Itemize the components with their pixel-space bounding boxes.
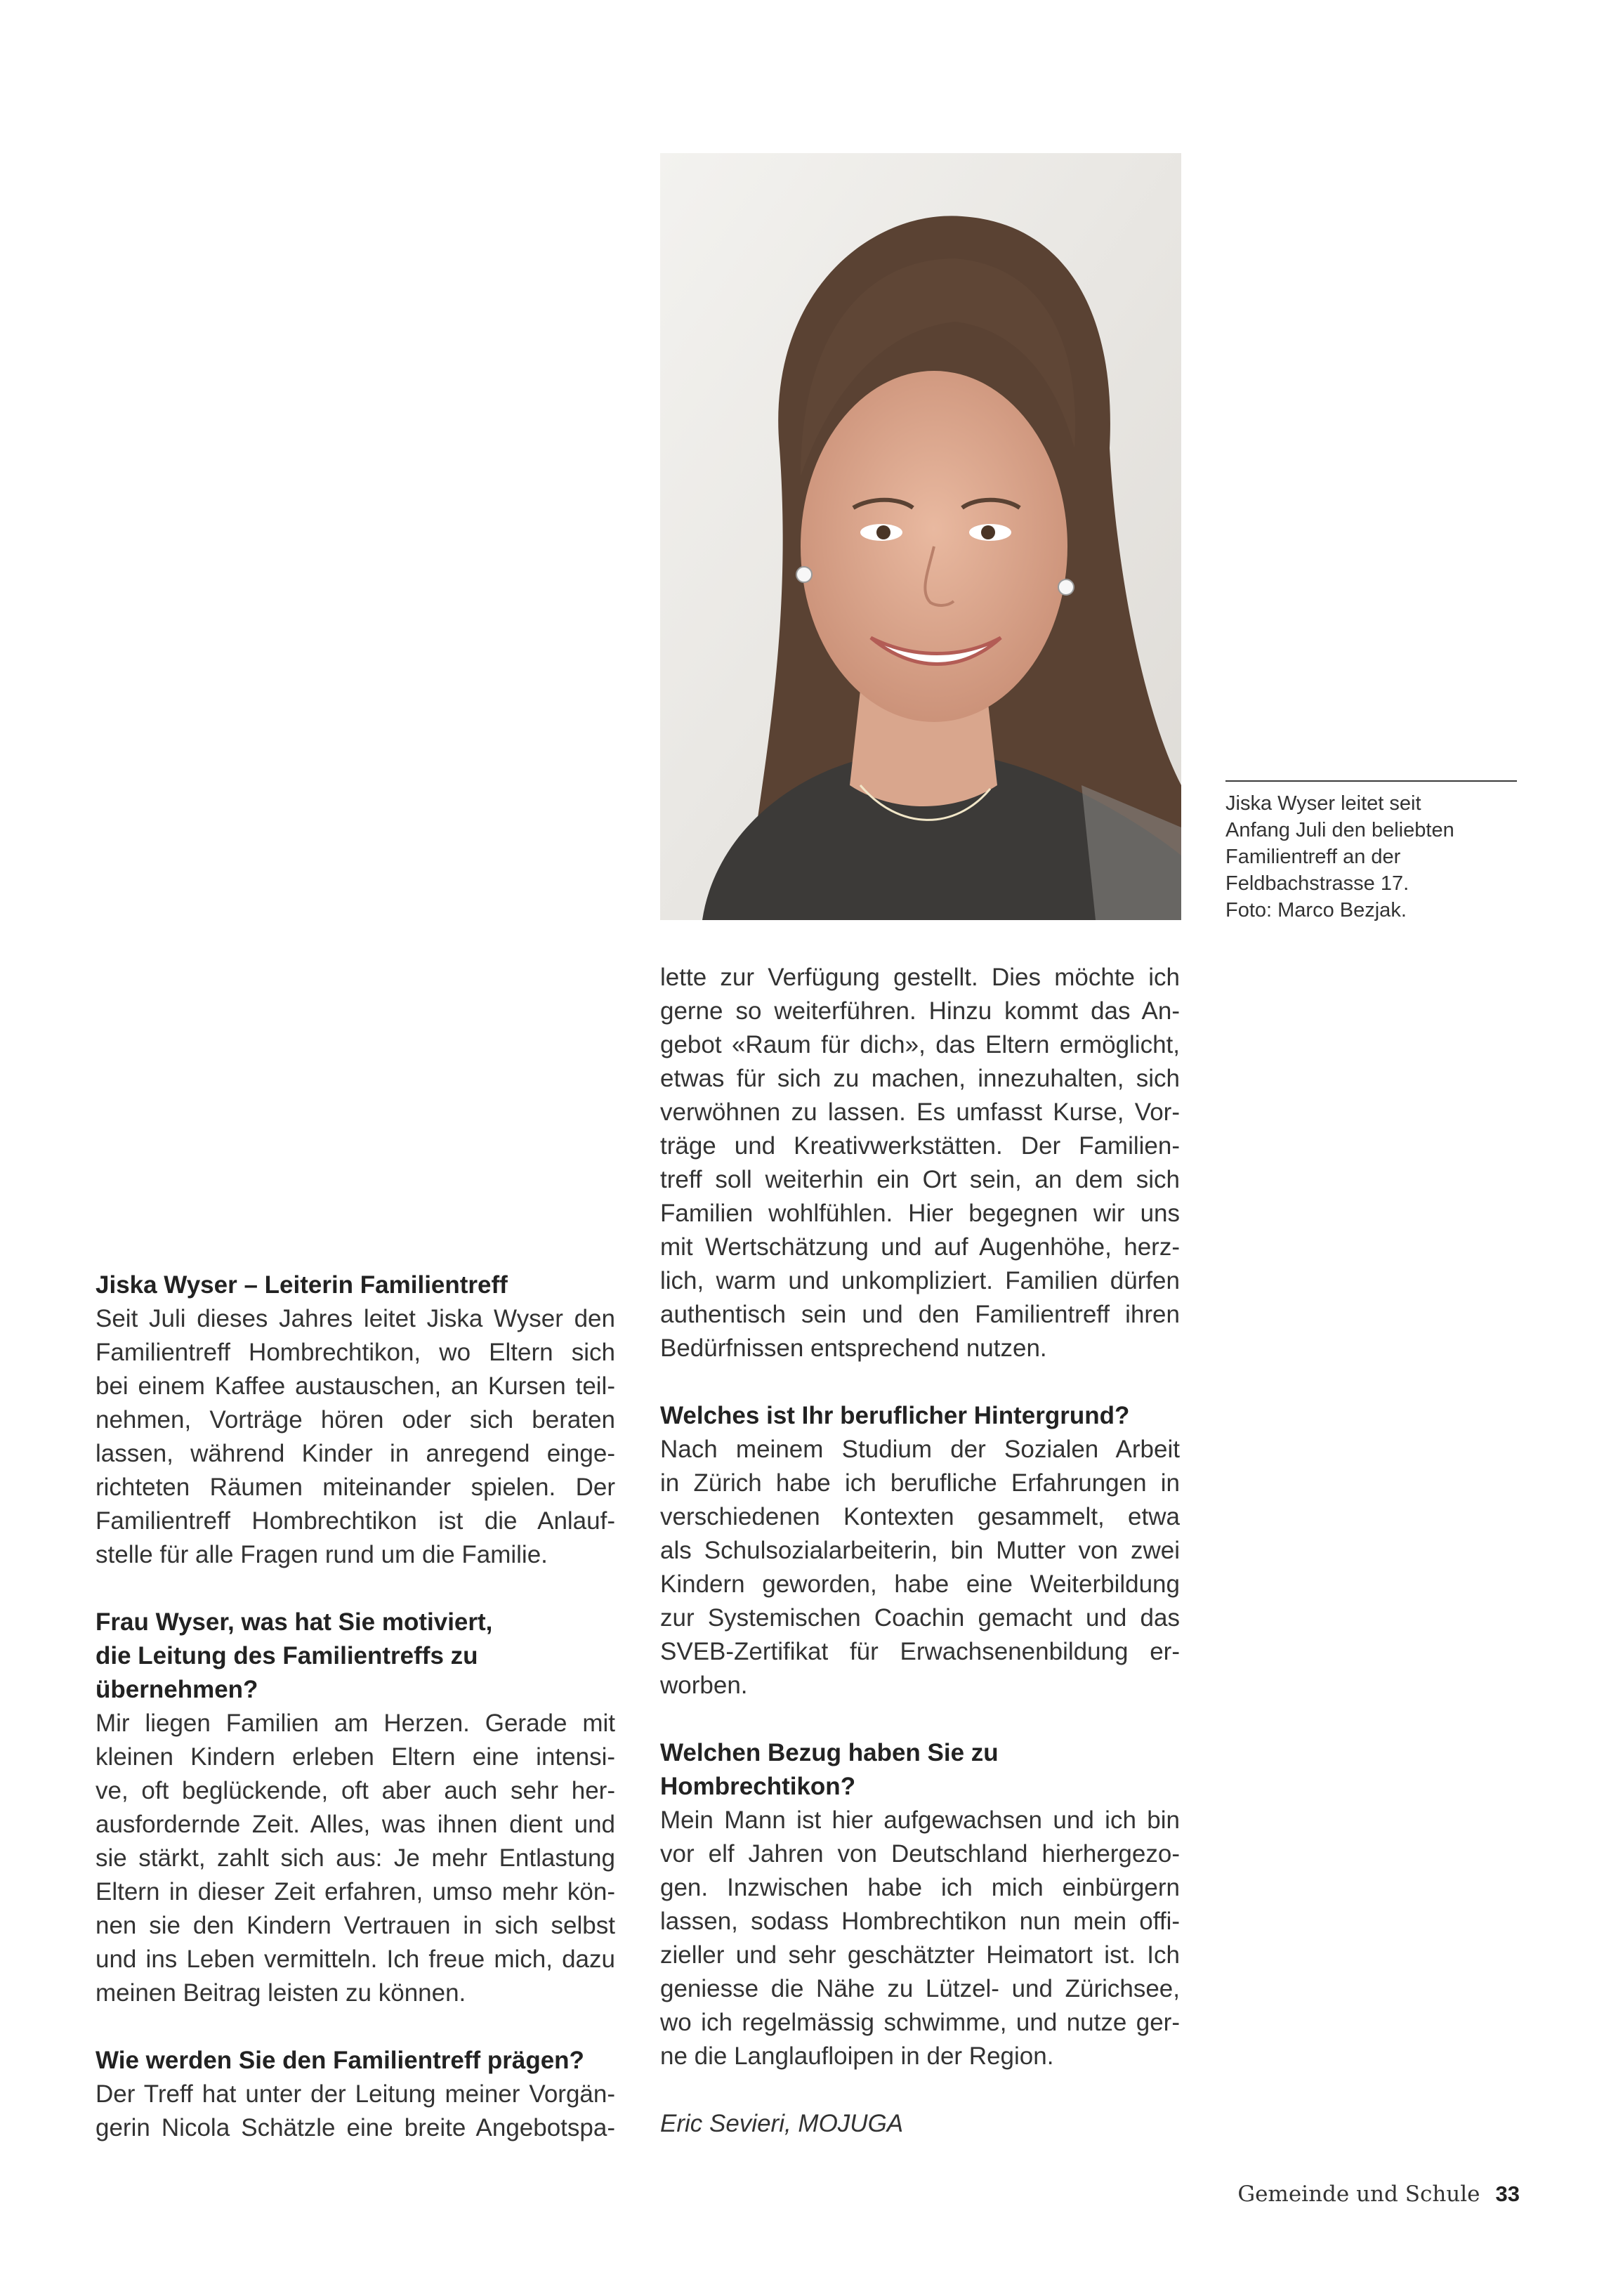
answer-line: gen. Inzwischen habe ich mich einbürgern xyxy=(660,1874,1180,1901)
answer-line: zieller und sehr geschätzter Heimatort ist. Ich xyxy=(660,1941,1180,1969)
question-heading: Welchen Bezug haben Sie zu xyxy=(660,1739,999,1766)
author-signature: Eric Sevieri, MOJUGA xyxy=(660,2110,904,2137)
answer-line: als Schulsozialarbeiterin, bin Mutter von zwei xyxy=(660,1537,1180,1564)
question-heading: Welches ist Ihr beruflicher Hintergrund? xyxy=(660,1402,1130,1429)
answer-line: treff soll weiterhin ein Ort sein, an dem sich xyxy=(660,1166,1180,1193)
answer-line: Kindern geworden, habe eine Weiterbildung xyxy=(660,1570,1180,1598)
answer-line: Der Treff hat unter der Leitung meiner Vorgän- xyxy=(96,2080,615,2108)
answer-line: lette zur Verfügung gestellt. Dies möchte ich xyxy=(660,964,1180,991)
answer-line: wo ich regelmässig schwimme, und nutze ger- xyxy=(660,2009,1180,2036)
caption-line: Feldbachstrasse 17. xyxy=(1225,872,1409,895)
intro-line: Seit Juli dieses Jahres leitet Jiska Wyser den xyxy=(96,1305,615,1332)
answer-line: träge und Kreativwerkstätten. Der Familien- xyxy=(660,1132,1180,1160)
intro-line: lassen, während Kinder in anregend einge- xyxy=(96,1440,615,1467)
answer-line: geniesse die Nähe zu Lützel- und Zürichsee, xyxy=(660,1975,1180,2002)
answer-line: Mein Mann ist hier aufgewachsen und ich bin xyxy=(660,1806,1180,1834)
caption-line: Foto: Marco Bezjak. xyxy=(1225,899,1407,921)
answer-line: sie stärkt, zahlt sich aus: Je mehr Entlastung xyxy=(96,1844,615,1872)
answer-line: nen sie den Kindern Vertrauen in sich selbst xyxy=(96,1912,615,1939)
answer-line: Mir liegen Familien am Herzen. Gerade mit xyxy=(96,1710,615,1737)
answer-line: etwas für sich zu machen, innezuhalten, sich xyxy=(660,1065,1180,1092)
page-footer xyxy=(1237,2182,1520,2207)
answer-line: Eltern in dieser Zeit erfahren, umso mehr kön- xyxy=(96,1878,615,1905)
answer-line: lich, warm und unkompliziert. Familien dürfen xyxy=(660,1267,1180,1294)
answer-line: gerne so weiterführen. Hinzu kommt das An- xyxy=(660,997,1180,1025)
answer-line: mit Wertschätzung und auf Augenhöhe, herz- xyxy=(660,1233,1180,1261)
answer-line: in Zürich habe ich berufliche Erfahrungen in xyxy=(660,1469,1180,1497)
answer-line: gebot «Raum für dich», das Eltern ermöglicht, xyxy=(660,1031,1180,1058)
answer-line: worben. xyxy=(660,1672,748,1699)
intro-line: nehmen, Vorträge hören oder sich beraten xyxy=(96,1406,615,1434)
answer-line: zur Systemischen Coachin gemacht und das xyxy=(660,1604,1180,1632)
answer-line: vor elf Jahren von Deutschland hierhergezo- xyxy=(660,1840,1180,1868)
question-heading: Hombrechtikon? xyxy=(660,1773,856,1800)
article-right-column xyxy=(660,961,1180,2141)
intro-line: Familientreff Hombrechtikon, wo Eltern sich xyxy=(96,1339,615,1366)
section-name: Gemeinde und Schule xyxy=(1237,2182,1480,2207)
article-heading: Jiska Wyser – Leiterin Familientreff xyxy=(96,1271,508,1299)
answer-line: Familien wohlfühlen. Hier begegnen wir uns xyxy=(660,1200,1180,1227)
intro-line: stelle für alle Fragen rund um die Familie. xyxy=(96,1541,548,1568)
answer-line: verschiedenen Kontexten gesammelt, etwa xyxy=(660,1503,1180,1530)
portrait-illustration xyxy=(660,153,1181,920)
answer-line: authentisch sein und den Familientreff ihren xyxy=(660,1301,1180,1328)
answer-line: gerin Nicola Schätzle eine breite Angebotspa- xyxy=(96,2114,615,2141)
answer-line: ne die Langlaufloipen in der Region. xyxy=(660,2042,1054,2070)
answer-line: meinen Beitrag leisten zu können. xyxy=(96,1979,466,2007)
question-heading: Frau Wyser, was hat Sie motiviert, xyxy=(96,1608,493,1636)
caption-divider xyxy=(1225,780,1517,782)
portrait-photo xyxy=(660,153,1181,920)
caption-line: Familientreff an der xyxy=(1225,846,1401,868)
article-left-column xyxy=(96,1268,615,2145)
intro-line: richteten Räumen miteinander spielen. Der xyxy=(96,1474,615,1501)
caption-line: Jiska Wyser leitet seit xyxy=(1225,792,1421,815)
page-number: 33 xyxy=(1495,2182,1520,2206)
answer-line: lassen, sodass Hombrechtikon nun mein offi- xyxy=(660,1908,1180,1935)
intro-line: Familientreff Hombrechtikon ist die Anlauf- xyxy=(96,1507,615,1535)
answer-line: SVEB-Zertifikat für Erwachsenenbildung er- xyxy=(660,1638,1180,1665)
answer-line: ve, oft beglückende, oft aber auch sehr her- xyxy=(96,1777,615,1804)
answer-line: ausfordernde Zeit. Alles, was ihnen dient und xyxy=(96,1811,615,1838)
answer-line: verwöhnen zu lassen. Es umfasst Kurse, Vor- xyxy=(660,1098,1180,1126)
question-heading: Wie werden Sie den Familientreff prägen? xyxy=(96,2047,584,2074)
caption-line: Anfang Juli den beliebten xyxy=(1225,819,1454,841)
question-heading: übernehmen? xyxy=(96,1676,258,1703)
intro-line: bei einem Kaffee austauschen, an Kursen teil- xyxy=(96,1372,615,1400)
question-heading: die Leitung des Familientreffs zu xyxy=(96,1642,478,1669)
answer-line: Bedürfnissen entsprechend nutzen. xyxy=(660,1334,1047,1362)
answer-line: Nach meinem Studium der Sozialen Arbeit xyxy=(660,1436,1180,1463)
photo-caption xyxy=(1225,790,1520,924)
answer-line: kleinen Kindern erleben Eltern eine intensi- xyxy=(96,1743,615,1771)
answer-line: und ins Leben vermitteln. Ich freue mich, dazu xyxy=(96,1946,615,1973)
